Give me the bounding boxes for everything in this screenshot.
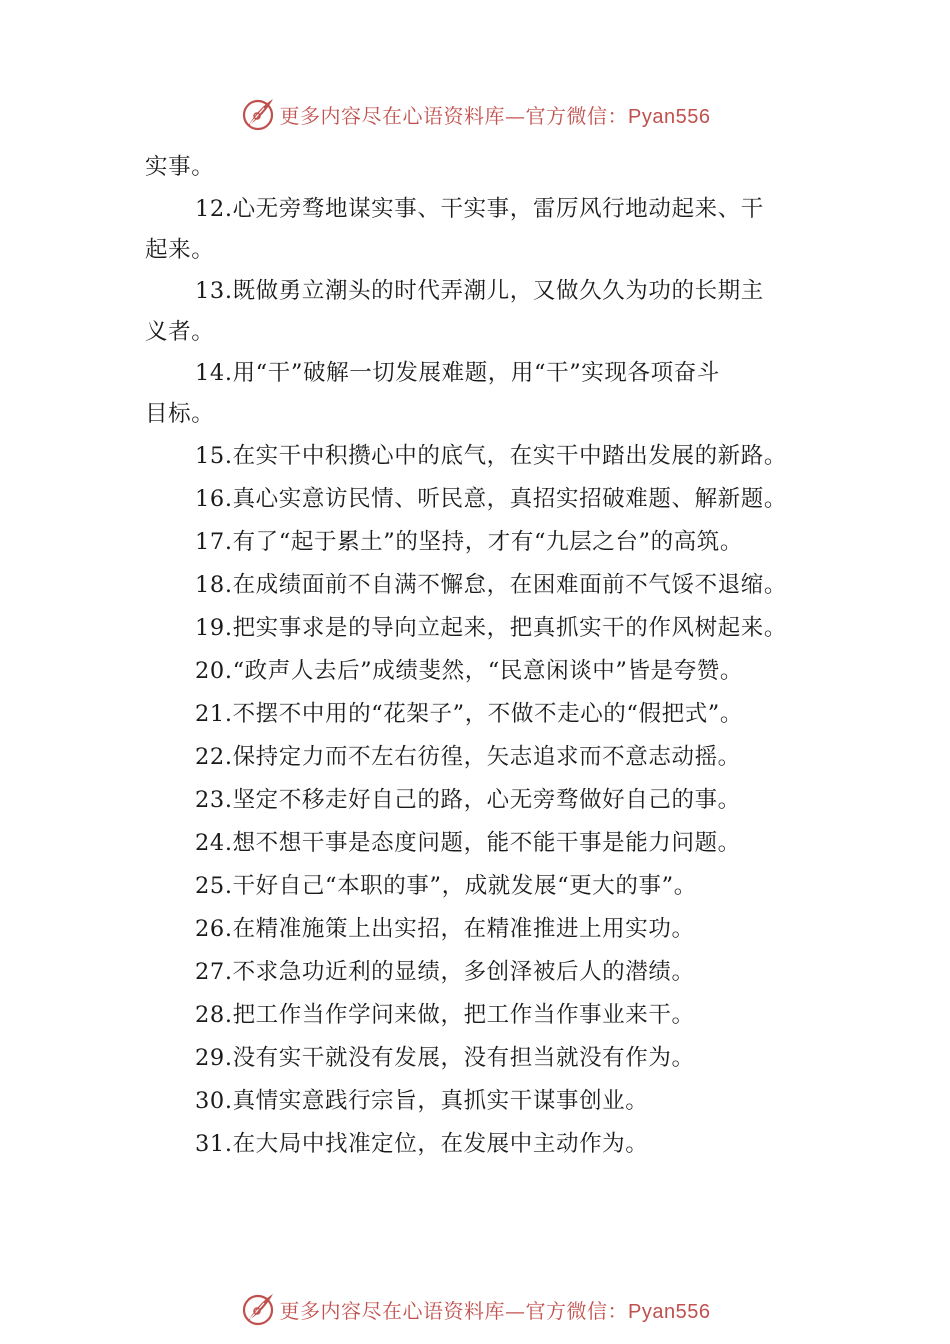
list-item-29: 29.没有实干就没有发展，没有担当就没有作为。 — [195, 1045, 695, 1071]
header-watermark-text — [280, 100, 711, 129]
list-item-18: 18.在成绩面前不自满不懈怠，在困难面前不气馁不退缩。 — [195, 572, 787, 598]
list-item-wrap: 起来。 — [145, 237, 215, 263]
list-item-line: 12.心无旁骛地谋实事、干实事，雷厉风行地动起来、干 — [195, 196, 764, 222]
list-item-21: 21.不摆不中用的“花架子”，不做不走心的“假把式”。 — [195, 701, 743, 727]
list-item-31: 31.在大局中找准定位，在发展中主动作为。 — [195, 1131, 649, 1157]
list-item-23: 23.坚定不移走好自己的路，心无旁骛做好自己的事。 — [195, 787, 741, 813]
list-item-line: 13.既做勇立潮头的时代弄潮儿，又做久久为功的长期主 — [195, 278, 764, 304]
list-item-14 — [145, 353, 815, 435]
list-item-25: 25.干好自己“本职的事”，成就发展“更大的事”。 — [195, 873, 697, 899]
list-item-19: 19.把实事求是的导向立起来，把真抓实干的作风树起来。 — [195, 615, 787, 641]
list-item-line: 14.用“干”破解一切发展难题，用“干”实现各项奋斗 — [195, 360, 720, 386]
continuation-line: 实事。 — [145, 154, 215, 180]
footer-site-text: 更多内容尽在心语资料库 — [279, 1298, 506, 1323]
list-item-13 — [145, 271, 815, 353]
list-item-28: 28.把工作当作学问来做，把工作当作事业来干。 — [195, 1002, 695, 1028]
list-item-26: 26.在精准施策上出实招，在精准推进上用实功。 — [195, 916, 695, 942]
header-watermark — [0, 94, 950, 134]
list-item-24: 24.想不想干事是态度问题，能不能干事是能力问题。 — [195, 830, 741, 856]
list-item-wrap: 目标。 — [145, 401, 215, 427]
list-item-wrap: 义者。 — [145, 319, 215, 345]
footer-wechat-label: 官方微信： — [525, 1298, 629, 1323]
document-body — [145, 146, 815, 1166]
list-item-16: 16.真心实意访民情、听民意，真招实招破难题、解新题。 — [195, 486, 787, 512]
header-dash: — — [505, 103, 526, 128]
list-item-20: 20.“政声人去后”成绩斐然，“民意闲谈中”皆是夸赞。 — [195, 658, 743, 684]
feather-pen-logo-icon — [240, 96, 276, 132]
header-wechat-label: 官方微信： — [525, 103, 629, 128]
header-wechat-handle: Pyan556 — [628, 105, 711, 128]
header-site-text: 更多内容尽在心语资料库 — [279, 103, 506, 128]
list-item-17: 17.有了“起于累土”的坚持，才有“九层之台”的高筑。 — [195, 529, 743, 555]
list-item-22: 22.保持定力而不左右彷徨，矢志追求而不意志动摇。 — [195, 744, 741, 770]
footer-dash: — — [505, 1298, 526, 1323]
list-item-30: 30.真情实意践行宗旨，真抓实干谋事创业。 — [195, 1088, 649, 1114]
list-item-27: 27.不求急功近利的显绩，多创泽被后人的潜绩。 — [195, 959, 695, 985]
list-item-12 — [145, 189, 815, 271]
footer-watermark — [0, 1289, 950, 1329]
list-item-15: 15.在实干中积攒心中的底气，在实干中踏出发展的新路。 — [195, 443, 787, 469]
feather-pen-logo-icon — [240, 1291, 276, 1327]
footer-watermark-text — [280, 1295, 711, 1324]
footer-wechat-handle: Pyan556 — [628, 1300, 711, 1323]
